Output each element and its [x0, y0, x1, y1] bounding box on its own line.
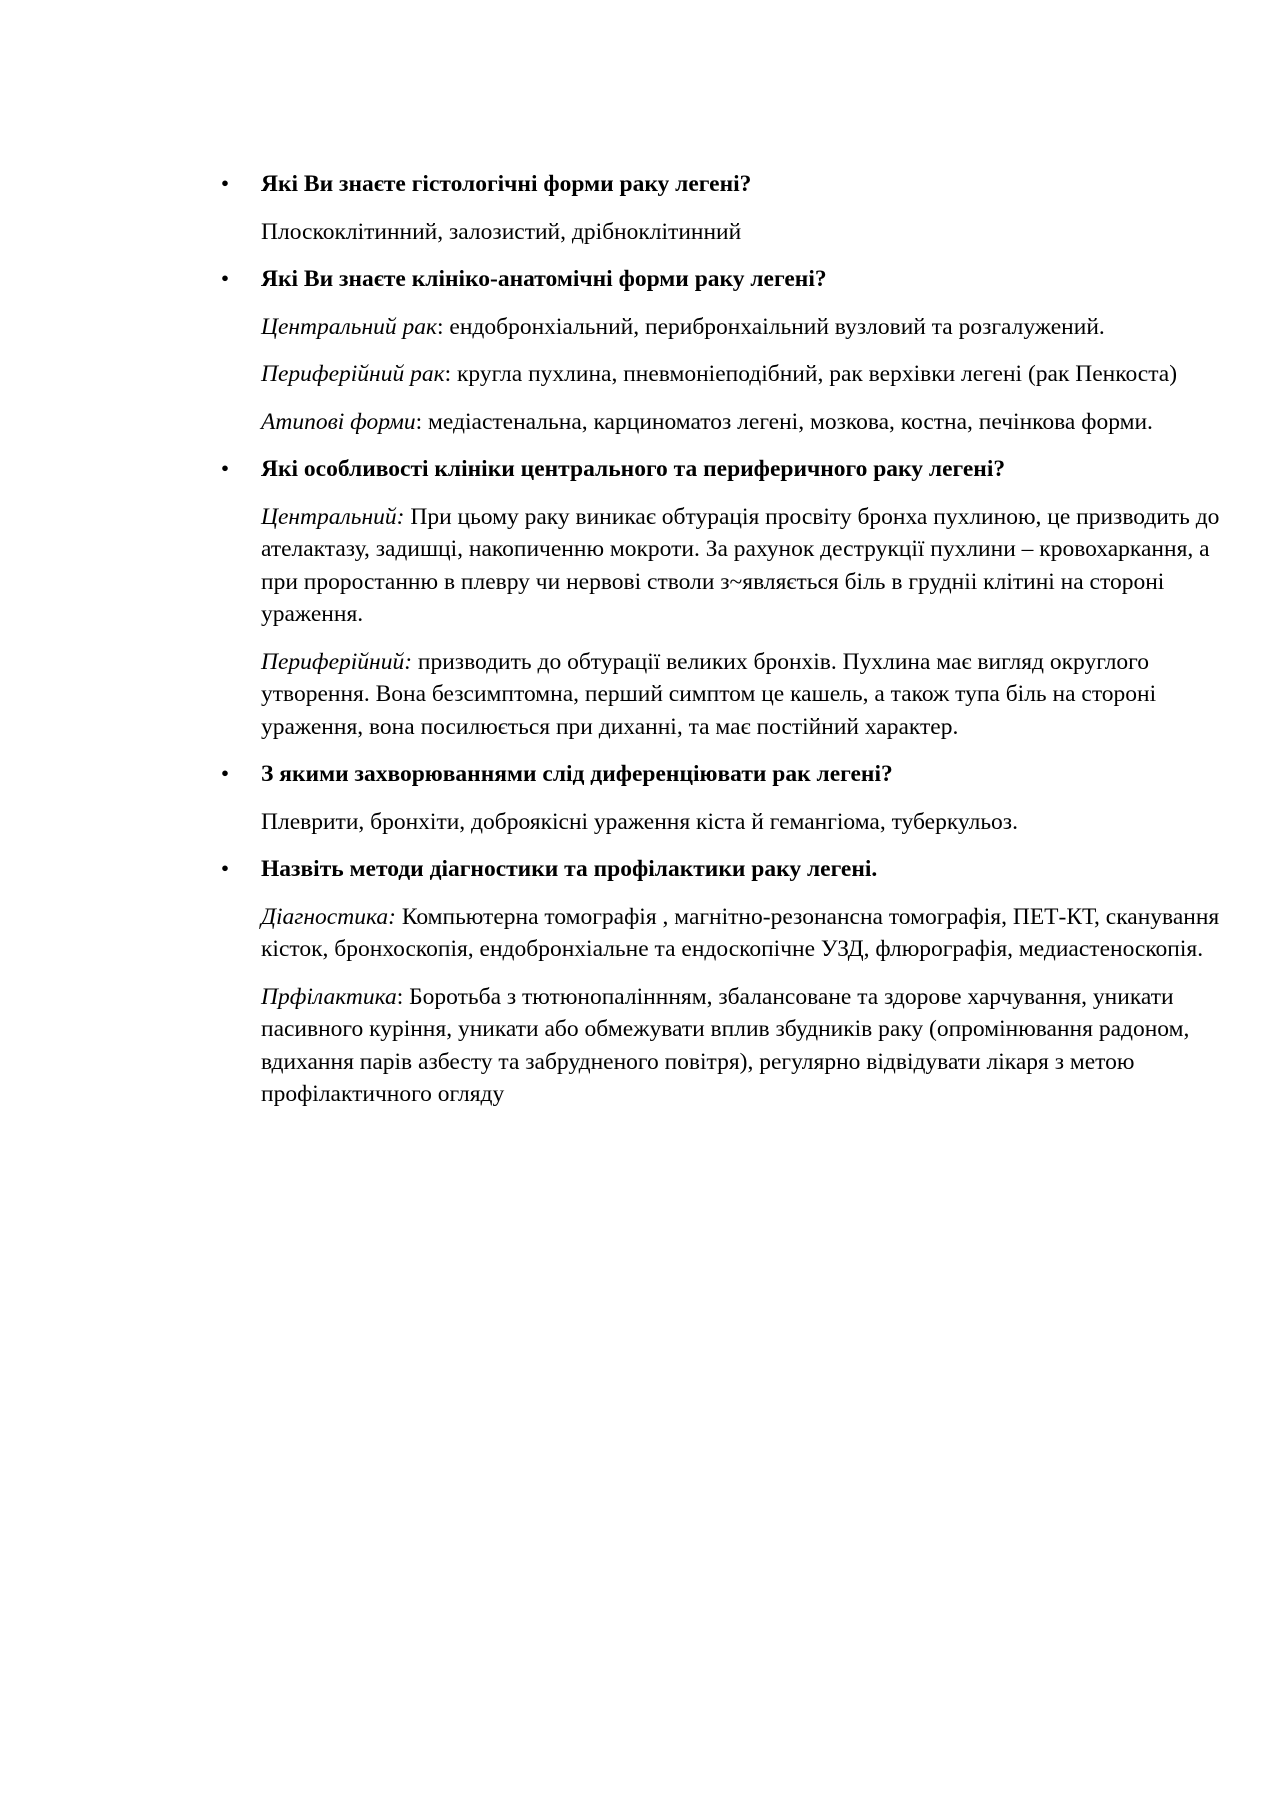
question-heading [220, 453, 1221, 486]
answer-paragraph [261, 216, 1221, 249]
question-heading [220, 758, 1221, 791]
answer-paragraph [261, 901, 1221, 966]
answer-paragraph [261, 981, 1221, 1111]
bullet-icon: • [220, 266, 230, 292]
bullet-icon: • [220, 171, 230, 197]
answer-paragraph [261, 358, 1221, 391]
answer-term: Центральний рак [261, 313, 437, 340]
answer-text: : кругла пухлина, пневмоніеподібний, рак верхівки легені (рак Пенкоста) [444, 361, 1178, 387]
answer-text: : ендобронхіальний, перибронхаільний вузловий та розгалужений. [437, 313, 1105, 340]
answer-term: Діагностика: [261, 903, 396, 930]
answer-term: Прфілактика [261, 983, 397, 1010]
answer-paragraph [261, 311, 1221, 344]
question-heading [220, 263, 1221, 296]
answer-text: : Боротьба з тютюнопаліннням, збалансоване та здорове харчування, уникати пасивного куріння, уникати або обмежувати вплив збудників раку (опромінювання радоном, вдихання парів азбесту та забрудненого повітря), регулярно відвідувати лікаря з метою профілактичного огляду [261, 983, 1190, 1107]
answer-term: Центральний: [261, 503, 405, 530]
answer-text: призводить до обтурації великих бронхів. Пухлина має вигляд округлого утворення. Вона безсимптомна, перший симптом це кашель, а також тупа біль на стороні ураження, вона посилюється при диханні, та має постійний характер. [261, 648, 1157, 740]
qa-section-differential-diagnosis [220, 758, 1221, 838]
question-text: Які Ви знаєте клініко-анатомічні форми раку легені? [261, 266, 827, 292]
answer-term: Периферійний рак [261, 361, 445, 387]
document-content [220, 168, 1221, 1126]
qa-section-clinical-anatomical-forms [220, 263, 1221, 438]
bullet-icon: • [220, 761, 230, 787]
qa-section-diagnostics-prevention [220, 853, 1221, 1111]
question-text: Які Ви знаєте гістологічні форми раку легені? [261, 171, 752, 197]
answer-text: При цьому раку виникає обтурація просвіту бронха пухлиною, це призводить до ателактазу, задишці, накопиченню мокроти. За рахунок деструкції пухлини – кровохаркання, а при проростанню в плевру чи нервові стволи з~являється біль в грудніі клітині на стороні ураження. [261, 503, 1220, 627]
answer-text: Плеврити, бронхіти, доброякісні ураження кіста й гемангіома, туберкульоз. [261, 808, 1018, 835]
question-text: З якими захворюваннями слід диференціювати рак легені? [261, 761, 893, 787]
answer-paragraph [261, 806, 1221, 839]
answer-text: Компьютерна томографія , магнітно-резонансна томографія, ПЕТ-КТ, сканування кісток, бронхоскопія, ендобронхіальне та ендоскопічне УЗД, флюрографія, медиастеноскопія. [261, 903, 1220, 962]
question-heading [220, 168, 1221, 201]
bullet-icon: • [220, 456, 230, 482]
answer-text: : медіастенальна, карциноматоз легені, мозкова, костна, печінкова форми. [415, 408, 1153, 435]
answer-paragraph [261, 646, 1221, 744]
qa-section-clinical-features [220, 453, 1221, 743]
question-heading [220, 853, 1221, 886]
answer-term: Периферійний: [261, 648, 413, 675]
question-text: Які особливості клініки центрального та периферичного раку легені? [261, 456, 1006, 482]
bullet-icon: • [220, 856, 230, 882]
answer-term: Атипові форми [261, 408, 416, 435]
answer-text: Плоскоклітинний, залозистий, дрібноклітинний [261, 218, 742, 245]
question-text: Назвіть методи діагностики та профілактики раку легені. [261, 856, 878, 882]
qa-section-histological-forms [220, 168, 1221, 248]
answer-paragraph [261, 406, 1221, 439]
answer-paragraph [261, 501, 1221, 631]
